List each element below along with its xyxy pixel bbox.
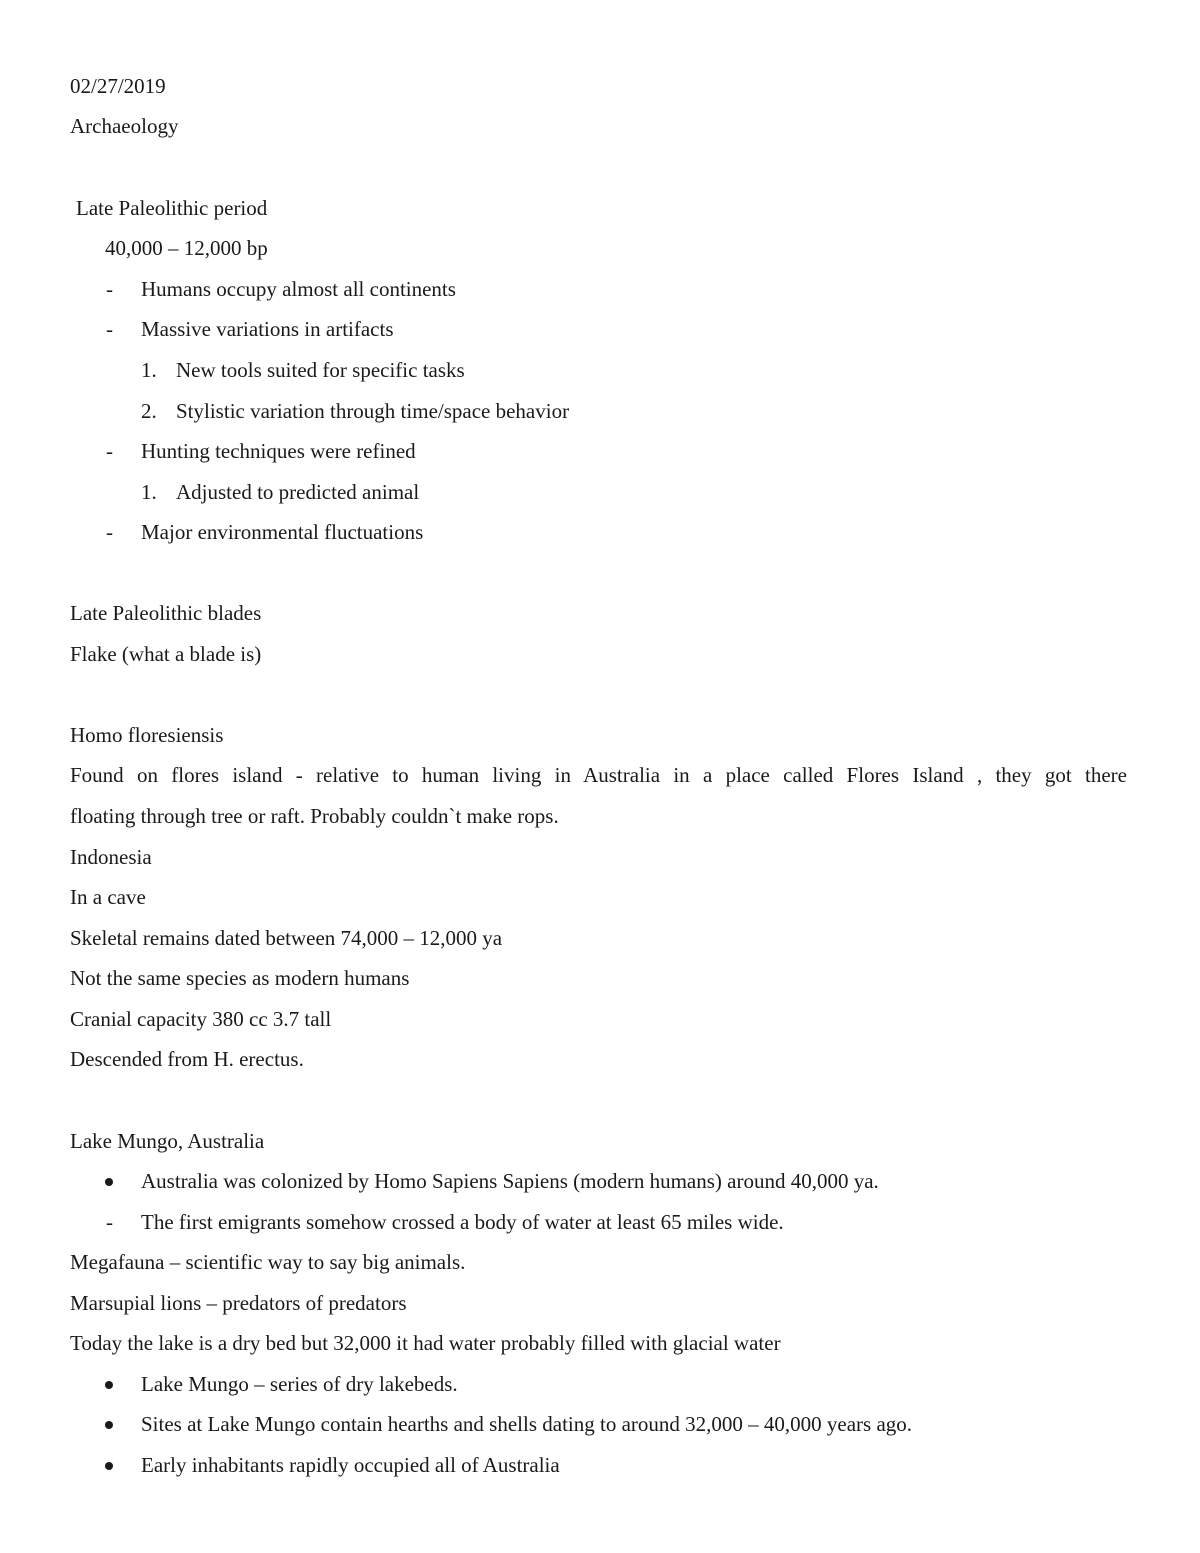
- text-line: Descended from H. erectus.: [70, 1047, 304, 1071]
- section-title-late-paleolithic-period: Late Paleolithic period: [76, 196, 268, 220]
- date-line: 02/27/2019: [70, 74, 166, 98]
- list-item: New tools suited for specific tasks: [176, 358, 465, 382]
- text-line: Cranial capacity 380 cc 3.7 tall: [70, 1007, 332, 1031]
- list-item: Adjusted to predicted animal: [176, 480, 420, 504]
- blades-heading: Late Paleolithic blades: [70, 601, 262, 625]
- bullet-dot: [105, 1462, 113, 1470]
- list-item: Massive variations in artifacts: [141, 317, 394, 341]
- text-line: Indonesia: [70, 845, 152, 869]
- text-line: Skeletal remains dated between 74,000 – 12,000 ya: [70, 926, 503, 950]
- section-title-lake-mungo: Lake Mungo, Australia: [70, 1129, 265, 1153]
- section-title-homo-floresiensis: Homo floresiensis: [70, 723, 224, 747]
- bullet-item: Lake Mungo – series of dry lakebeds.: [141, 1372, 458, 1396]
- list-item: Major environmental fluctuations: [141, 520, 424, 544]
- dash-marker: -: [106, 317, 113, 341]
- bullet-dot: [105, 1421, 113, 1429]
- bullet-dot: [105, 1381, 113, 1389]
- number-marker: 1.: [141, 480, 157, 504]
- bullet-item: Australia was colonized by Homo Sapiens Sapiens (modern humans) around 40,000 ya.: [141, 1169, 879, 1193]
- paragraph-line: Found on flores island - relative to human living in Australia in a place called Flores Island , they got there: [70, 763, 1127, 787]
- list-item: Humans occupy almost all continents: [141, 277, 456, 301]
- subject-line: Archaeology: [70, 114, 179, 138]
- dash-marker: -: [106, 439, 113, 463]
- text-line: Not the same species as modern humans: [70, 966, 410, 990]
- flake-line: Flake (what a blade is): [70, 642, 262, 666]
- dash-marker: -: [106, 520, 113, 544]
- dash-marker: -: [106, 1210, 113, 1234]
- text-line: Today the lake is a dry bed but 32,000 it had water probably filled with glacial water: [70, 1331, 781, 1355]
- number-marker: 1.: [141, 358, 157, 382]
- bullet-item: Sites at Lake Mungo contain hearths and shells dating to around 32,000 – 40,000 years ago.: [141, 1412, 913, 1436]
- paragraph-line: floating through tree or raft. Probably couldn`t make rops.: [70, 804, 559, 828]
- date-range-line: 40,000 – 12,000 bp: [105, 236, 268, 260]
- text-line: In a cave: [70, 885, 146, 909]
- list-item: Hunting techniques were refined: [141, 439, 416, 463]
- bullet-item: Early inhabitants rapidly occupied all of Australia: [141, 1453, 560, 1477]
- dash-marker: -: [106, 277, 113, 301]
- list-item: Stylistic variation through time/space behavior: [176, 399, 570, 423]
- list-item: The first emigrants somehow crossed a body of water at least 65 miles wide.: [141, 1210, 784, 1234]
- number-marker: 2.: [141, 399, 157, 423]
- text-line: Megafauna – scientific way to say big animals.: [70, 1250, 466, 1274]
- bullet-dot: [105, 1178, 113, 1186]
- text-line: Marsupial lions – predators of predators: [70, 1291, 407, 1315]
